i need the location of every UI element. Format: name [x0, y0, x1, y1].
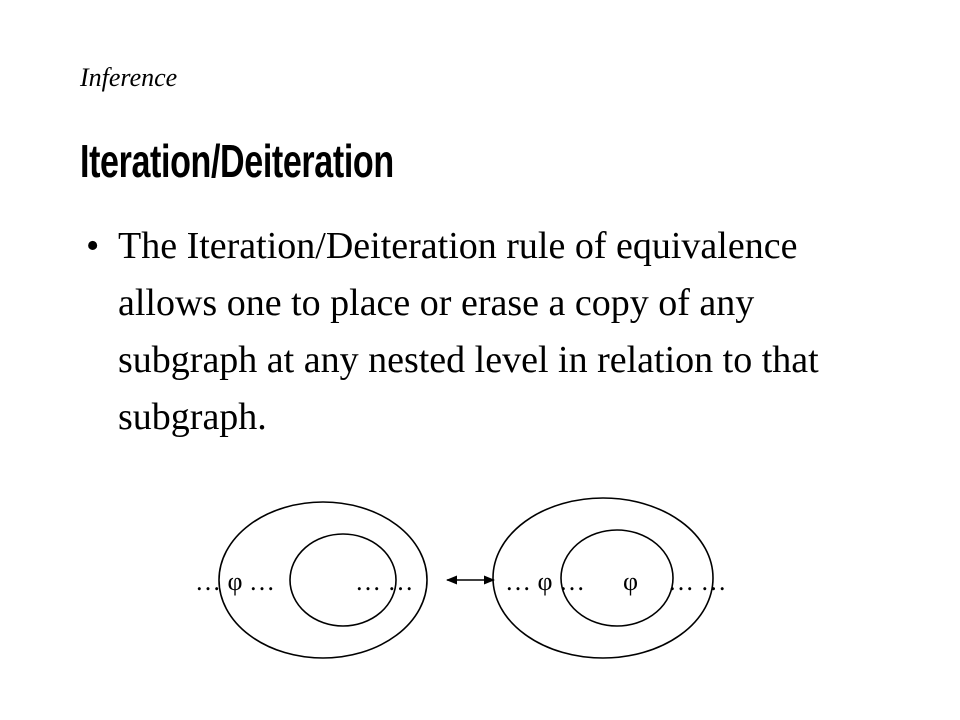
- right-inner-text: φ: [623, 567, 639, 596]
- bullet-text: The Iteration/Deiteration rule of equivalence allows one to place or erase a copy of any subgraph at any nested level in relation to that subgraph.: [118, 225, 819, 438]
- right-outer-text: … φ …: [505, 567, 586, 596]
- bullet-icon: •: [86, 225, 100, 267]
- slide-title: Iteration/Deiteration: [80, 135, 394, 187]
- left-graph: [195, 502, 427, 658]
- right-graph: [493, 498, 727, 658]
- left-inner-text: … …: [355, 567, 414, 596]
- right-trailing-text: … …: [668, 567, 727, 596]
- left-outer-text: … φ …: [195, 567, 276, 596]
- section-kicker: Inference: [80, 63, 178, 92]
